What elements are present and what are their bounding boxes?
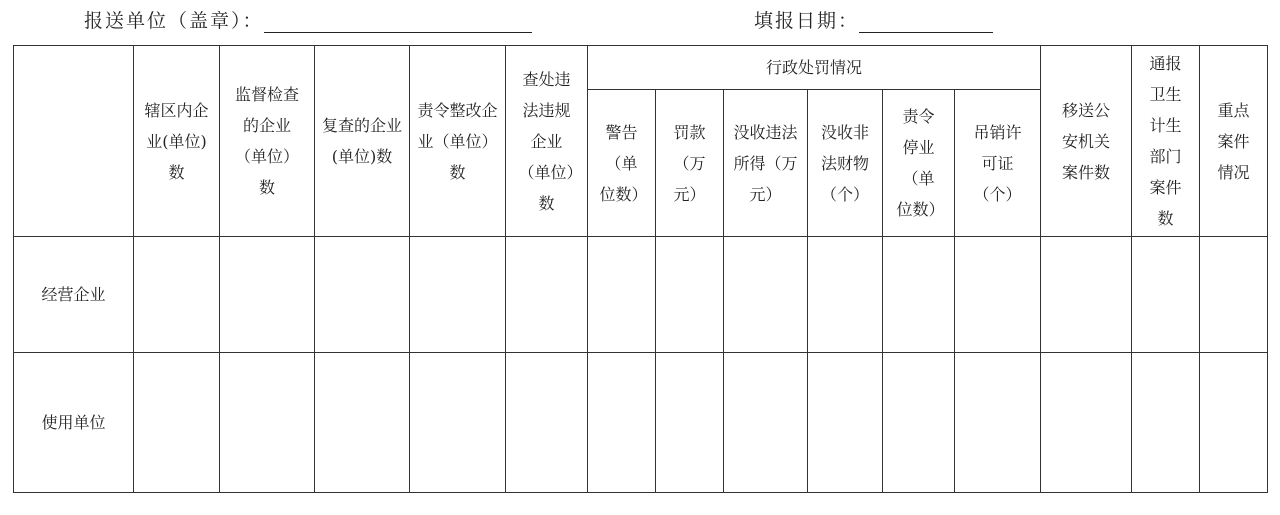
col-confiscate-income-text: 没收违法所得（万元）	[733, 122, 798, 204]
data-cell[interactable]	[808, 353, 883, 493]
data-cell[interactable]	[220, 353, 315, 493]
table-row	[14, 353, 1268, 493]
data-cell[interactable]	[1041, 237, 1132, 353]
corner-cell	[14, 46, 134, 237]
col-key-cases-text: 重点案件情况	[1217, 100, 1250, 182]
data-cell[interactable]	[1200, 237, 1268, 353]
data-cell[interactable]	[588, 237, 656, 353]
data-cell[interactable]	[410, 237, 506, 353]
data-cell[interactable]	[134, 353, 220, 493]
reporter-input-line[interactable]	[264, 12, 532, 33]
data-cell[interactable]	[808, 237, 883, 353]
date-input-line[interactable]	[859, 12, 993, 33]
data-cell[interactable]	[1132, 353, 1200, 493]
data-cell[interactable]	[588, 353, 656, 493]
col-transfer-police-text: 移送公安机关案件数	[1062, 100, 1111, 182]
col-violations-found-text: 查处违法违规企业（单位）数	[518, 69, 575, 213]
col-supervised-inspected-text: 监督检查的企业（单位）数	[234, 85, 299, 197]
data-cell[interactable]	[1200, 353, 1268, 493]
data-cell[interactable]	[883, 237, 955, 353]
data-cell[interactable]	[220, 237, 315, 353]
col-supervised-inspected	[220, 46, 315, 237]
data-cell[interactable]	[134, 237, 220, 353]
col-violations-found	[506, 46, 588, 237]
date-field	[754, 6, 993, 33]
reporter-label: 报送单位（盖章）：	[84, 10, 264, 32]
col-ordered-suspend-text: 责令停业（单位数）	[896, 107, 945, 219]
col-enterprises-in-area	[134, 46, 220, 237]
data-cell[interactable]	[883, 353, 955, 493]
col-notify-health	[1132, 46, 1200, 237]
col-warning	[588, 90, 656, 237]
col-revoke-license	[955, 90, 1041, 237]
data-cell[interactable]	[724, 237, 808, 353]
col-revoke-license-text: 吊销许可证（个）	[973, 122, 1022, 204]
col-key-cases	[1200, 46, 1268, 237]
col-reinspected-text: 复查的企业(单位)数	[321, 116, 402, 166]
data-cell[interactable]	[1132, 237, 1200, 353]
col-warning-text: 警告（单位数）	[599, 122, 648, 204]
col-ordered-suspend	[883, 90, 955, 237]
group-admin-penalty-text: 行政处罚情况	[766, 58, 863, 77]
data-cell[interactable]	[955, 237, 1041, 353]
data-cell[interactable]	[410, 353, 506, 493]
col-confiscate-income	[724, 90, 808, 237]
data-cell[interactable]	[1041, 353, 1132, 493]
report-table	[13, 45, 1268, 493]
reporter-field	[84, 6, 532, 33]
data-cell[interactable]	[315, 237, 410, 353]
table-row	[14, 237, 1268, 353]
col-notify-health-text: 通报卫生计生部门案件数	[1149, 54, 1182, 228]
col-ordered-rectify-text: 责令整改企业（单位）数	[417, 100, 498, 182]
data-cell[interactable]	[506, 237, 588, 353]
row-label-user-unit: 使用单位	[14, 353, 134, 493]
row-label-business: 经营企业	[14, 237, 134, 353]
data-cell[interactable]	[506, 353, 588, 493]
group-admin-penalty	[588, 46, 1041, 90]
col-enterprises-in-area-text: 辖区内企业(单位)数	[144, 100, 209, 182]
col-confiscate-property	[808, 90, 883, 237]
col-ordered-rectify	[410, 46, 506, 237]
col-confiscate-property-text: 没收非法财物（个）	[820, 122, 869, 204]
data-cell[interactable]	[656, 353, 724, 493]
data-cell[interactable]	[315, 353, 410, 493]
col-transfer-police	[1041, 46, 1132, 237]
col-fine-text: 罚款（万元）	[673, 122, 706, 204]
data-cell[interactable]	[955, 353, 1041, 493]
data-cell[interactable]	[724, 353, 808, 493]
data-cell[interactable]	[656, 237, 724, 353]
date-label: 填报日期：	[754, 10, 860, 32]
col-reinspected	[315, 46, 410, 237]
col-fine	[656, 90, 724, 237]
